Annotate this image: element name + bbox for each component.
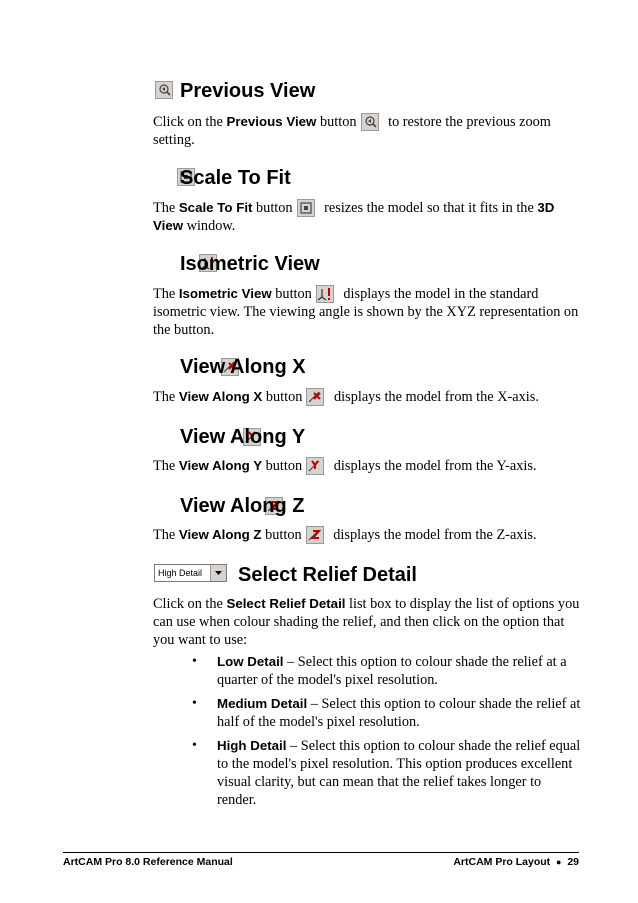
previous-view-button-icon [361, 113, 379, 131]
paragraph-scale-to-fit: The Scale To Fit button resizes the model so that it fits in the 3D View window. [153, 200, 555, 234]
heading-isometric-view: Isometric View [180, 253, 320, 275]
page-number: 29 [567, 856, 579, 868]
footer-rule [63, 852, 579, 853]
bullet-dot: • [192, 738, 197, 753]
view-along-y-button-icon [306, 457, 324, 475]
bullet-dot: • [192, 654, 197, 669]
paragraph-view-along-z: The View Along Z button displays the model from the Z-axis. [153, 527, 537, 543]
heading-scale-to-fit: Scale To Fit [180, 167, 291, 189]
view-along-z-button-icon [306, 526, 324, 544]
heading-view-along-x: View Along X [180, 356, 306, 378]
heading-select-relief-detail: Select Relief Detail [238, 564, 417, 586]
bullet-high-detail: • High Detail – Select this option to colour shade the relief equal to the model's pixel resolution. This option produces excellent visual clarity, but can mean that the relief takes longer to render. [192, 738, 581, 808]
paragraph-select-relief-detail: Click on the Select Relief Detail list box to display the list of options you can use when colour shading the relief, and then click on the option that you want to use: [153, 596, 580, 648]
footer-right: ArtCAM Pro Layout ● 29 [453, 856, 579, 868]
heading-view-along-y: View Along Y [180, 426, 306, 448]
footer-left: ArtCAM Pro 8.0 Reference Manual [63, 856, 233, 868]
paragraph-previous-view: Click on the Previous View button to restore the previous zoom setting. [153, 114, 551, 148]
paragraph-view-along-y: The View Along Y button displays the model from the Y-axis. [153, 458, 537, 474]
bullet-low-detail: • Low Detail – Select this option to colour shade the relief at a quarter of the model's pixel resolution. [192, 654, 567, 688]
bullet-medium-detail: • Medium Detail – Select this option to colour shade the relief at half of the model's pixel resolution. [192, 696, 581, 730]
isometric-view-button-icon [316, 285, 334, 303]
paragraph-view-along-x: The View Along X button displays the model from the X-axis. [153, 389, 539, 405]
bullet-dot: • [192, 696, 197, 711]
relief-detail-dropdown[interactable] [154, 564, 227, 582]
relief-detail-dropdown-value: High Detail [158, 568, 203, 578]
paragraph-isometric-view: The Isometric View button displays the model in the standard isometric view. The viewing angle is shown by the XYZ representation on the button. [153, 286, 579, 338]
view-along-x-button-icon [306, 388, 324, 406]
heading-previous-view: Previous View [180, 80, 316, 102]
previous-view-icon [155, 81, 173, 99]
scale-to-fit-button-icon [297, 199, 315, 217]
heading-view-along-z: View Along Z [180, 495, 305, 517]
chevron-down-icon[interactable] [210, 565, 226, 581]
